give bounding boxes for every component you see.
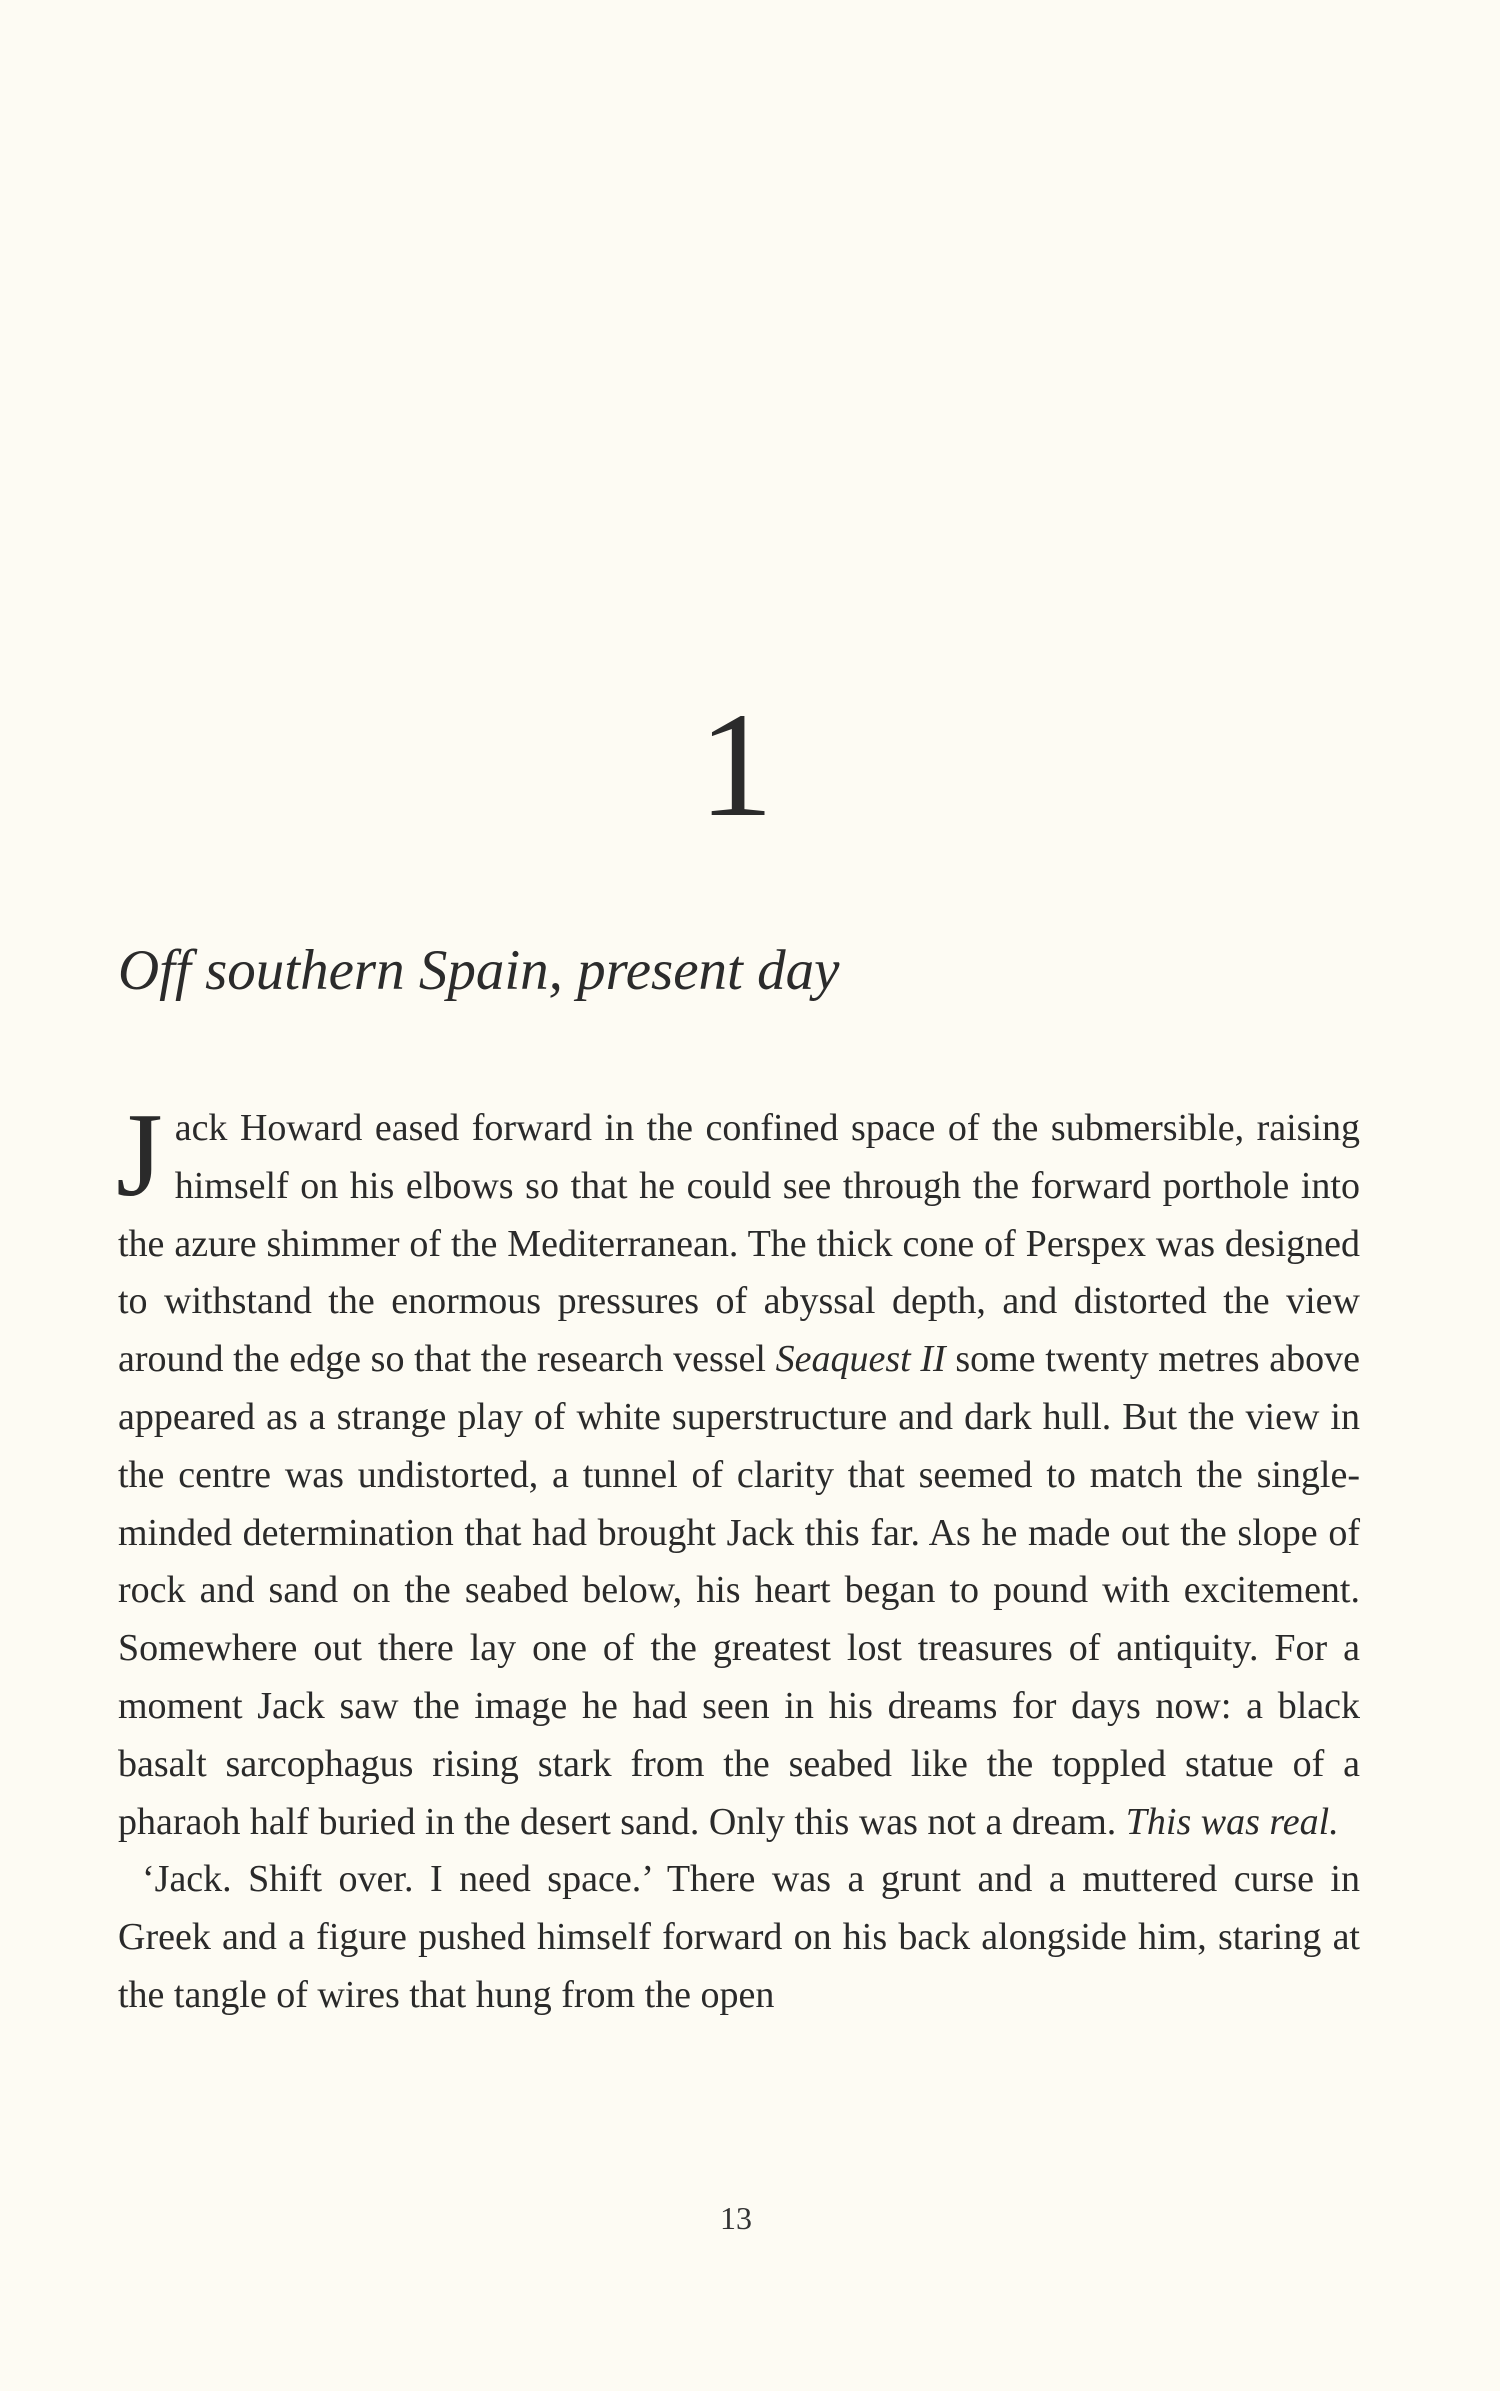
body-text [116,1088,1360,2025]
paragraph-2: ‘Jack. Shift over. I need space.’ There was a grunt and a muttered curse in Greek and a figure pushed himself forward on his back alongside him, staring at the tangle of wires that hung from the open [118,1858,1360,2016]
chapter-number: 1 [698,682,774,848]
drop-cap: J [116,1088,163,1221]
paragraph-1-text-end: some twenty metres above appeared as a strange play of white superstructure and dark hull. But the view in the centre was undistorted, a tunnel of clarity that seemed to match the single-minded determination that had brought Jack this far. As he made out the slope of rock and sand on the seabed below, his heart began to pound with excitement. Somewhere out there lay one of the greatest lost treasures of antiquity. For a moment Jack saw the image he had seen in his dreams for days now: a black basalt sarcophagus rising stark from the seabed like the toppled statue of a pharaoh half buried in the desert sand. Only this was not a dream. [118,1338,1360,1843]
paragraph-1-text-start: ack Howard eased forward in the confined space of the submersible, raising himself on his elbows so that he could see through the forward porthole into the azure shimmer of the Mediterranean. The thick cone of Perspex was designed to withstand the enormous pressures of abyssal depth, and distorted the view around the edge so that the research vessel [118,1107,1360,1381]
vessel-name: Seaquest II [775,1338,946,1381]
page-number: 13 [720,2200,752,2236]
emphasis-text: This was real. [1125,1800,1339,1843]
chapter-subtitle: Off southern Spain, present day [118,939,840,1002]
paragraph-1 [116,1088,1360,1851]
